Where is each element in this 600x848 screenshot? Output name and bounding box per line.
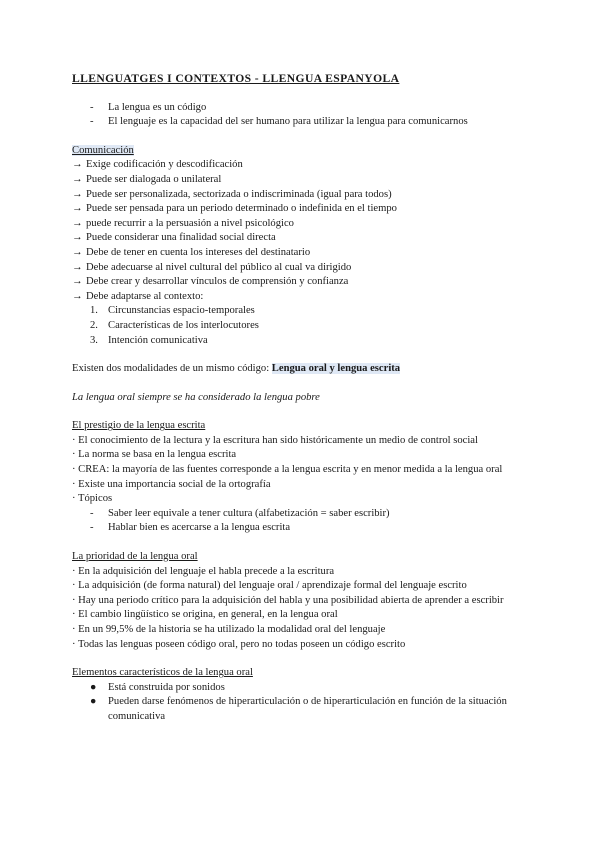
- prioridad-item: · En la adquisición del lenguaje el habla precede a la escritura: [72, 565, 335, 577]
- prioridad-item: · La adquisición (de forma natural) del lenguaje oral / aprendizaje formal del lenguaje escrito: [72, 580, 467, 592]
- document-page: [72, 72, 532, 725]
- prestigio-section: [72, 419, 532, 536]
- arrow-icon: →: [72, 290, 83, 302]
- comunicacion-list: [72, 158, 532, 304]
- arrow-icon: →: [72, 246, 83, 258]
- elementos-list: [72, 681, 532, 725]
- prestigio-item: · La norma se basa en la lengua escrita: [72, 449, 237, 461]
- prioridad-item: · Todas las lenguas poseen código oral, pero no todas poseen un código escrito: [72, 638, 406, 650]
- prestigio-item: · Existe una importancia social de la ortografía: [72, 478, 271, 490]
- pobre-paragraph: La lengua oral siempre se ha considerado la lengua pobre: [72, 391, 320, 403]
- document-title: LLENGUATGES I CONTEXTOS - LLENGUA ESPANYOLA: [72, 72, 400, 85]
- comunicacion-section: [72, 144, 532, 348]
- elementos-section: [72, 666, 532, 724]
- comunicacion-item: → Puede ser dialogada o unilateral: [72, 173, 532, 188]
- comunicacion-item: → Debe adaptarse al contexto:: [72, 290, 532, 305]
- comunicacion-item: → Debe adecuarse al nivel cultural del público al cual va dirigido: [72, 261, 532, 276]
- arrow-icon: →: [72, 203, 83, 215]
- prioridad-item: · El cambio lingüístico se origina, en general, en la lengua oral: [72, 609, 338, 621]
- arrow-icon: →: [72, 159, 83, 171]
- modalidades-highlight: Lengua oral y lengua escrita: [271, 363, 401, 375]
- prioridad-item: · Hay una periodo crítico para la adquisición del habla y una posibilidad abierta de aprender a escribir: [72, 594, 504, 606]
- comunicacion-item: → Puede ser pensada para un periodo determinado o indefinida en el tiempo: [72, 202, 532, 217]
- arrow-icon: →: [72, 188, 83, 200]
- elementos-item: ● Pueden darse fenómenos de hiperarticulación o de hiperarticulación en función de la situación comunicativa: [90, 696, 507, 722]
- arrow-icon: →: [72, 232, 83, 244]
- arrow-icon: →: [72, 217, 83, 229]
- comunicacion-heading: Comunicación: [72, 144, 134, 156]
- intro-item: - La lengua es un código: [72, 101, 532, 116]
- comunicacion-item: → Debe de tener en cuenta los intereses del destinatario: [72, 246, 532, 261]
- arrow-icon: →: [72, 276, 83, 288]
- topicos-item: - Hablar bien es acercarse a la lengua escrita: [72, 521, 532, 536]
- comunicacion-item: → Puede ser personalizada, sectorizada o indiscriminada (igual para todos): [72, 188, 532, 203]
- prioridad-item: · En un 99,5% de la historia se ha utilizado la modalidad oral del lenguaje: [72, 624, 386, 635]
- intro-list: [72, 101, 532, 130]
- comunicacion-item: → Puede considerar una finalidad social directa: [72, 231, 532, 246]
- arrow-icon: →: [72, 173, 83, 185]
- comunicacion-item: → Exige codificación y descodificación: [72, 158, 532, 173]
- bullet-icon: ●: [90, 681, 97, 693]
- modalidades-paragraph: Existen dos modalidades de un mismo código: Lengua oral y lengua escrita: [72, 363, 401, 375]
- prestigio-item: · CREA: la mayoría de las fuentes corresponde a la lengua escrita y en menor medida a la lengua oral: [72, 464, 503, 476]
- contexto-item: 2. Características de los interlocutores: [90, 319, 259, 331]
- topicos-item: - Saber leer equivale a tener cultura (alfabetización = saber escribir): [72, 507, 532, 522]
- arrow-icon: →: [72, 261, 83, 273]
- bullet-icon: ●: [90, 696, 97, 708]
- prestigio-heading: El prestigio de la lengua escrita: [72, 420, 206, 432]
- contexto-item: 1. Circunstancias espacio-temporales: [90, 305, 255, 317]
- elementos-item: ● Está construida por sonidos: [72, 681, 532, 696]
- comunicacion-item: → puede recurrir a la persuasión a nivel psicológico: [72, 217, 532, 232]
- intro-item: - El lenguaje es la capacidad del ser humano para utilizar la lengua para comunicarnos: [72, 115, 532, 130]
- prioridad-section: [72, 550, 532, 652]
- prestigio-item: · El conocimiento de la lectura y la escritura han sido históricamente un medio de control social: [72, 434, 478, 446]
- prestigio-item: · Tópicos: [72, 493, 113, 505]
- elementos-heading: Elementos característicos de la lengua oral: [72, 667, 253, 679]
- prioridad-heading: La prioridad de la lengua oral: [72, 551, 198, 563]
- comunicacion-item: → Debe crear y desarrollar vínculos de comprensión y confianza: [72, 275, 532, 290]
- contexto-item: 3. Intención comunicativa: [90, 334, 208, 346]
- contexto-sublist: [72, 304, 532, 348]
- topicos-sublist: [72, 507, 532, 536]
